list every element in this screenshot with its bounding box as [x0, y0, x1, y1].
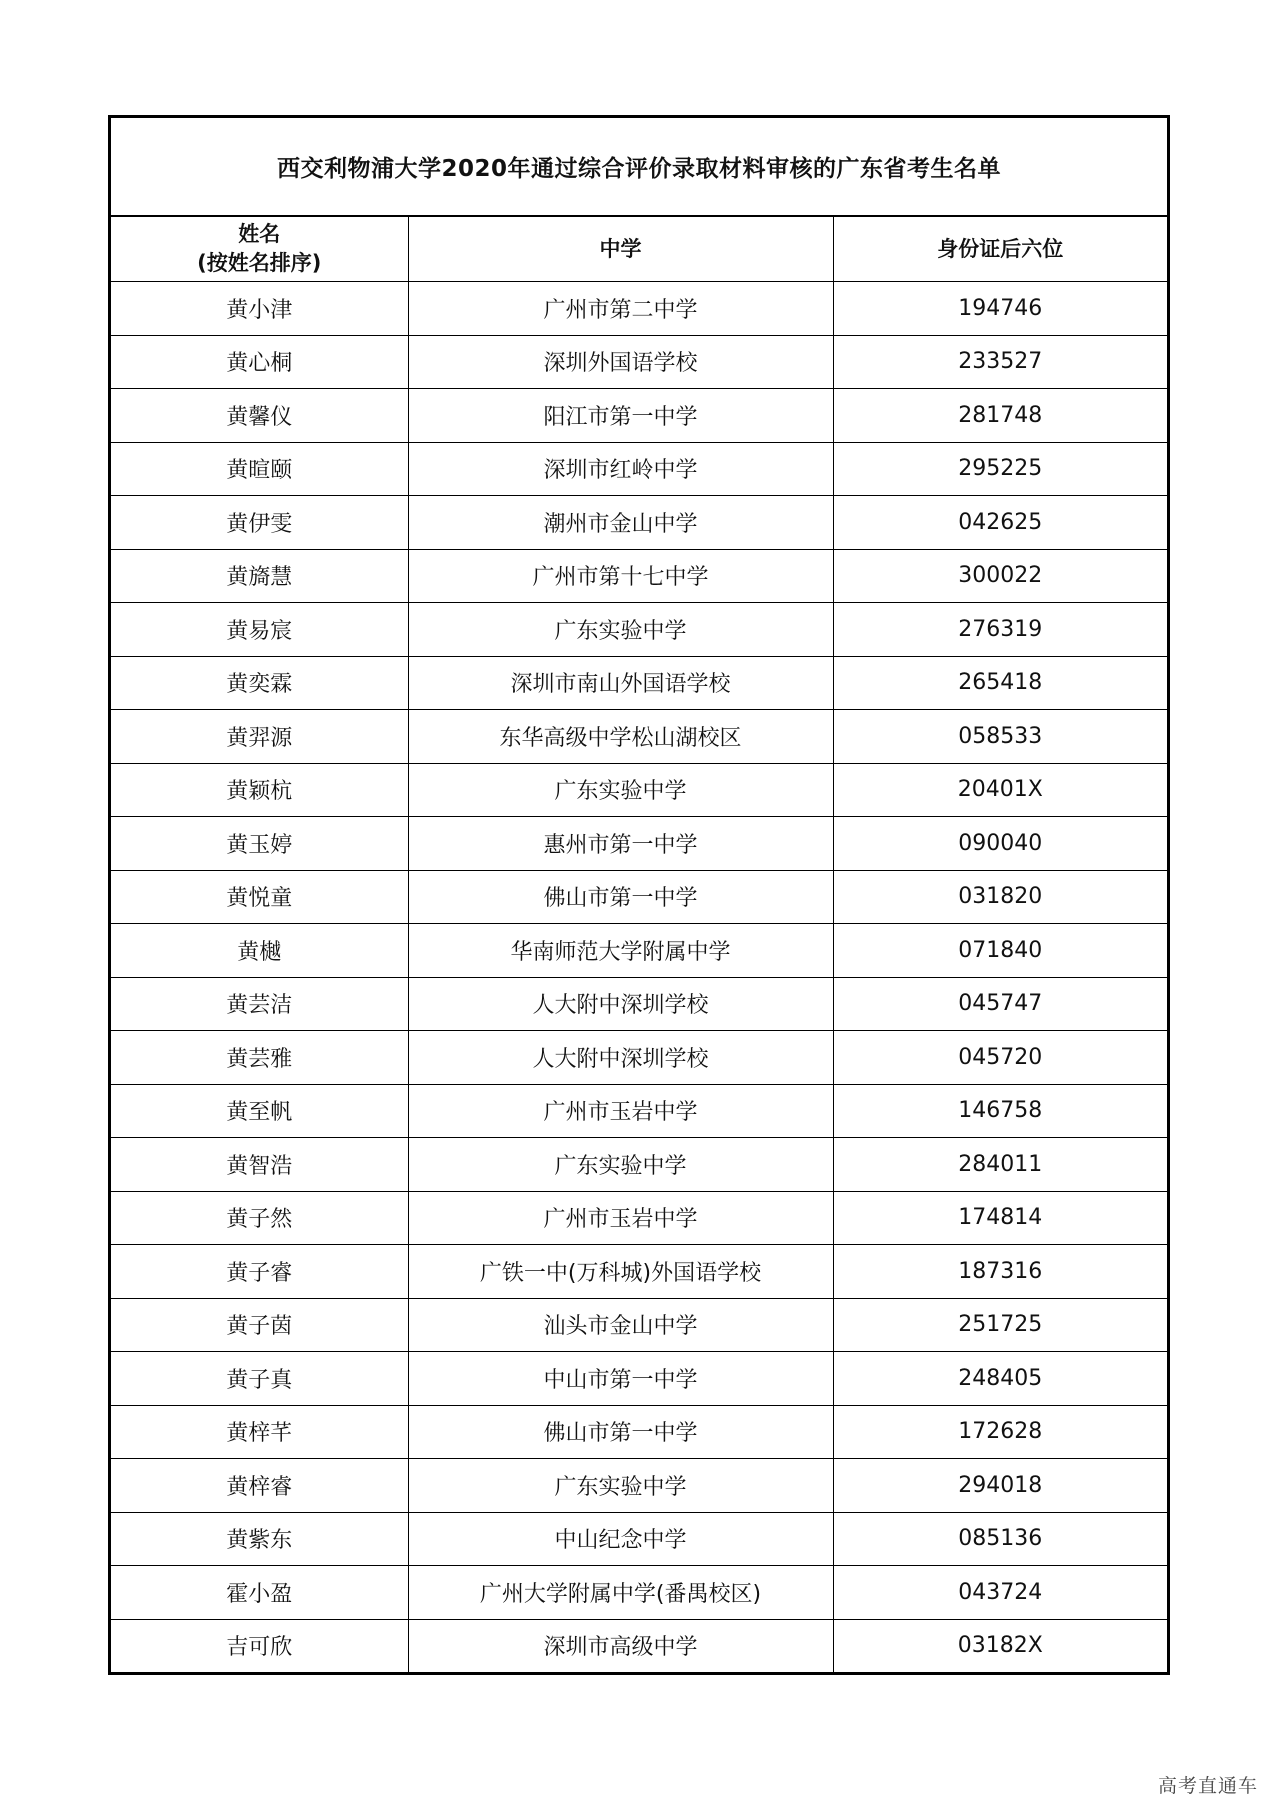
table-row [111, 817, 1167, 871]
roster-sheet [108, 115, 1170, 1675]
table-row [111, 389, 1167, 443]
cell-name: 黄芸雅 [111, 1031, 408, 1085]
table-row [111, 549, 1167, 603]
cell-school: 广州大学附属中学(番禺校区) [408, 1566, 833, 1620]
cell-name: 黄樾 [111, 924, 408, 978]
header-school: 中学 [408, 217, 833, 282]
cell-id-suffix: 294018 [833, 1459, 1167, 1513]
cell-school: 广东实验中学 [408, 763, 833, 817]
cell-id-suffix: 058533 [833, 710, 1167, 764]
cell-id-suffix: 300022 [833, 549, 1167, 603]
table-row [111, 1084, 1167, 1138]
cell-school: 深圳市南山外国语学校 [408, 656, 833, 710]
cell-name: 黄旖慧 [111, 549, 408, 603]
cell-id-suffix: 146758 [833, 1084, 1167, 1138]
watermark-text: 高考直通车 [1157, 1775, 1258, 1797]
cell-school: 汕头市金山中学 [408, 1298, 833, 1352]
cell-name: 黄子茵 [111, 1298, 408, 1352]
cell-id-suffix: 045747 [833, 977, 1167, 1031]
table-row [111, 496, 1167, 550]
cell-id-suffix: 085136 [833, 1512, 1167, 1566]
table-row [111, 924, 1167, 978]
cell-school: 佛山市第一中学 [408, 1405, 833, 1459]
table-row [111, 1566, 1167, 1620]
header-name [111, 217, 408, 282]
cell-id-suffix: 284011 [833, 1138, 1167, 1192]
document-title: 西交利物浦大学2020年通过综合评价录取材料审核的广东省考生名单 [111, 118, 1167, 217]
table-row [111, 1298, 1167, 1352]
cell-id-suffix: 295225 [833, 442, 1167, 496]
table-row [111, 603, 1167, 657]
table-row [111, 710, 1167, 764]
cell-id-suffix: 174814 [833, 1191, 1167, 1245]
cell-id-suffix: 172628 [833, 1405, 1167, 1459]
table-row [111, 1405, 1167, 1459]
cell-name: 黄伊雯 [111, 496, 408, 550]
cell-school: 深圳市红岭中学 [408, 442, 833, 496]
cell-school: 广铁一中(万科城)外国语学校 [408, 1245, 833, 1299]
cell-school: 人大附中深圳学校 [408, 1031, 833, 1085]
table-row [111, 1138, 1167, 1192]
cell-name: 黄悦童 [111, 870, 408, 924]
table-row [111, 1459, 1167, 1513]
table-row [111, 1619, 1167, 1672]
cell-name: 黄紫东 [111, 1512, 408, 1566]
table-row [111, 1352, 1167, 1406]
table-row [111, 977, 1167, 1031]
cell-name: 黄馨仪 [111, 389, 408, 443]
cell-name: 黄奕霖 [111, 656, 408, 710]
roster-table [111, 217, 1167, 1672]
cell-id-suffix: 071840 [833, 924, 1167, 978]
cell-id-suffix: 248405 [833, 1352, 1167, 1406]
cell-school: 中山市第一中学 [408, 1352, 833, 1406]
table-row [111, 282, 1167, 336]
table-header-row [111, 217, 1167, 282]
cell-school: 惠州市第一中学 [408, 817, 833, 871]
cell-school: 广州市玉岩中学 [408, 1191, 833, 1245]
cell-id-suffix: 194746 [833, 282, 1167, 336]
table-row [111, 763, 1167, 817]
cell-id-suffix: 265418 [833, 656, 1167, 710]
cell-id-suffix: 281748 [833, 389, 1167, 443]
cell-name: 黄梓睿 [111, 1459, 408, 1513]
cell-name: 黄颖杭 [111, 763, 408, 817]
cell-school: 广州市玉岩中学 [408, 1084, 833, 1138]
cell-name: 黄芸洁 [111, 977, 408, 1031]
cell-name: 黄小津 [111, 282, 408, 336]
cell-name: 黄智浩 [111, 1138, 408, 1192]
table-row [111, 656, 1167, 710]
table-row [111, 1245, 1167, 1299]
cell-school: 华南师范大学附属中学 [408, 924, 833, 978]
header-name-label: 姓名 [238, 222, 281, 246]
table-body [111, 282, 1167, 1673]
cell-id-suffix: 043724 [833, 1566, 1167, 1620]
cell-name: 吉可欣 [111, 1619, 408, 1672]
cell-id-suffix: 233527 [833, 335, 1167, 389]
cell-name: 黄子睿 [111, 1245, 408, 1299]
cell-name: 霍小盈 [111, 1566, 408, 1620]
cell-school: 广东实验中学 [408, 1459, 833, 1513]
cell-school: 潮州市金山中学 [408, 496, 833, 550]
cell-name: 黄易宸 [111, 603, 408, 657]
cell-school: 广州市第二中学 [408, 282, 833, 336]
cell-name: 黄羿源 [111, 710, 408, 764]
cell-school: 中山纪念中学 [408, 1512, 833, 1566]
cell-name: 黄玉婷 [111, 817, 408, 871]
cell-name: 黄子然 [111, 1191, 408, 1245]
cell-school: 深圳外国语学校 [408, 335, 833, 389]
table-row [111, 1191, 1167, 1245]
cell-name: 黄暄颐 [111, 442, 408, 496]
cell-school: 人大附中深圳学校 [408, 977, 833, 1031]
cell-id-suffix: 03182X [833, 1619, 1167, 1672]
cell-school: 广东实验中学 [408, 603, 833, 657]
cell-id-suffix: 031820 [833, 870, 1167, 924]
cell-id-suffix: 276319 [833, 603, 1167, 657]
cell-id-suffix: 090040 [833, 817, 1167, 871]
cell-id-suffix: 20401X [833, 763, 1167, 817]
table-row [111, 442, 1167, 496]
cell-id-suffix: 042625 [833, 496, 1167, 550]
table-row [111, 335, 1167, 389]
cell-name: 黄至帆 [111, 1084, 408, 1138]
cell-name: 黄梓芊 [111, 1405, 408, 1459]
cell-id-suffix: 251725 [833, 1298, 1167, 1352]
cell-school: 佛山市第一中学 [408, 870, 833, 924]
header-name-sort-note: (按姓名排序) [197, 251, 322, 275]
table-row [111, 870, 1167, 924]
cell-school: 阳江市第一中学 [408, 389, 833, 443]
cell-name: 黄心桐 [111, 335, 408, 389]
cell-school: 广州市第十七中学 [408, 549, 833, 603]
header-id: 身份证后六位 [833, 217, 1167, 282]
table-row [111, 1512, 1167, 1566]
cell-school: 东华高级中学松山湖校区 [408, 710, 833, 764]
cell-id-suffix: 187316 [833, 1245, 1167, 1299]
cell-name: 黄子真 [111, 1352, 408, 1406]
table-row [111, 1031, 1167, 1085]
cell-school: 深圳市高级中学 [408, 1619, 833, 1672]
cell-id-suffix: 045720 [833, 1031, 1167, 1085]
cell-school: 广东实验中学 [408, 1138, 833, 1192]
